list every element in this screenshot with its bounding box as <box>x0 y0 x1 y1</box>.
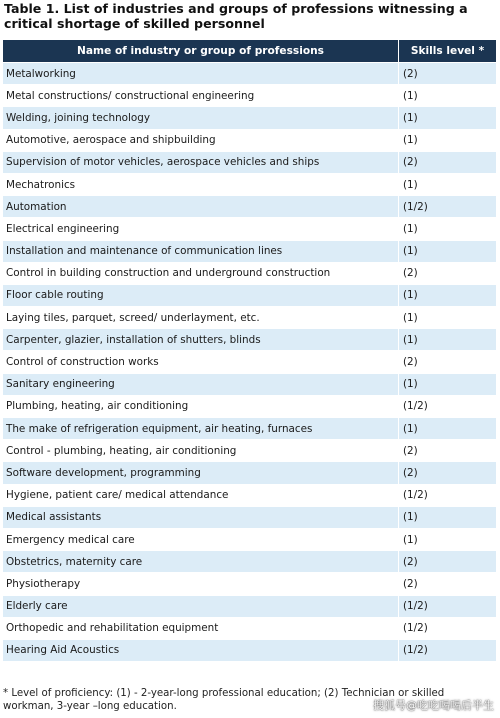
table-row <box>3 573 497 595</box>
table-row <box>3 551 497 573</box>
skills-level-cell: (1) <box>399 307 497 329</box>
industry-name-cell: Sanitary engineering <box>3 373 399 395</box>
watermark: 搜狐号@吃吃喝喝后半生 <box>373 699 494 712</box>
table-row <box>3 595 497 617</box>
table-row <box>3 617 497 639</box>
table-row <box>3 63 497 85</box>
table-caption: Table 1. List of industries and groups of professions witnessing a critical shortage of skilled personnel <box>4 1 468 31</box>
table-row <box>3 240 497 262</box>
table-row <box>3 85 497 107</box>
table-row <box>3 151 497 173</box>
table-row <box>3 440 497 462</box>
industry-name-cell: Control - plumbing, heating, air conditioning <box>3 440 399 462</box>
skills-level-cell: (2) <box>399 462 497 484</box>
table-row <box>3 506 497 528</box>
industry-name-cell: Software development, programming <box>3 462 399 484</box>
industry-name-cell: Automotive, aerospace and shipbuilding <box>3 129 399 151</box>
skills-level-cell: (2) <box>399 440 497 462</box>
table-row <box>3 329 497 351</box>
table-body <box>3 63 497 662</box>
industry-name-cell: Hearing Aid Acoustics <box>3 639 399 661</box>
table-row <box>3 129 497 151</box>
industry-name-cell: Installation and maintenance of communication lines <box>3 240 399 262</box>
industry-name-cell: Floor cable routing <box>3 284 399 306</box>
industry-name-cell: Elderly care <box>3 595 399 617</box>
industry-name-cell: Control of construction works <box>3 351 399 373</box>
industry-name-cell: The make of refrigeration equipment, air heating, furnaces <box>3 418 399 440</box>
table-row <box>3 351 497 373</box>
table-row <box>3 373 497 395</box>
footnote: * Level of proficiency: (1) - 2-year-long professional education; (2) Technician or skilled workman, 3-year –long education. <box>3 688 445 712</box>
industry-name-cell: Metalworking <box>3 63 399 85</box>
industry-name-cell: Plumbing, heating, air conditioning <box>3 395 399 417</box>
industry-name-cell: Electrical engineering <box>3 218 399 240</box>
skills-level-cell: (1/2) <box>399 484 497 506</box>
skills-level-cell: (2) <box>399 573 497 595</box>
skills-level-cell: (1) <box>399 284 497 306</box>
table-row <box>3 528 497 550</box>
skills-level-cell: (1) <box>399 173 497 195</box>
industry-name-cell: Welding, joining technology <box>3 107 399 129</box>
skills-level-cell: (1/2) <box>399 639 497 661</box>
industry-name-cell: Mechatronics <box>3 173 399 195</box>
skills-shortage-table <box>2 39 497 662</box>
industry-name-cell: Control in building construction and underground construction <box>3 262 399 284</box>
table-row <box>3 196 497 218</box>
industry-name-cell: Carpenter, glazier, installation of shutters, blinds <box>3 329 399 351</box>
table-row <box>3 284 497 306</box>
industry-name-cell: Metal constructions/ constructional engineering <box>3 85 399 107</box>
table-row <box>3 218 497 240</box>
skills-level-cell: (1) <box>399 218 497 240</box>
skills-level-cell: (1) <box>399 107 497 129</box>
industry-name-cell: Obstetrics, maternity care <box>3 551 399 573</box>
header-industry: Name of industry or group of professions <box>3 40 399 63</box>
skills-level-cell: (1) <box>399 528 497 550</box>
header-skills-level: Skills level * <box>399 40 497 63</box>
skills-level-cell: (1) <box>399 129 497 151</box>
skills-level-cell: (1/2) <box>399 617 497 639</box>
table-row <box>3 395 497 417</box>
skills-level-cell: (1) <box>399 373 497 395</box>
table-header-row <box>3 40 497 63</box>
table-row <box>3 418 497 440</box>
industry-name-cell: Medical assistants <box>3 506 399 528</box>
skills-level-cell: (2) <box>399 262 497 284</box>
skills-level-cell: (1/2) <box>399 395 497 417</box>
skills-level-cell: (1) <box>399 506 497 528</box>
table-row <box>3 307 497 329</box>
table-row <box>3 484 497 506</box>
industry-name-cell: Emergency medical care <box>3 528 399 550</box>
skills-level-cell: (1) <box>399 329 497 351</box>
industry-name-cell: Laying tiles, parquet, screed/ underlayment, etc. <box>3 307 399 329</box>
skills-level-cell: (2) <box>399 151 497 173</box>
table-row <box>3 262 497 284</box>
skills-level-cell: (1/2) <box>399 196 497 218</box>
table-row <box>3 107 497 129</box>
skills-level-cell: (2) <box>399 551 497 573</box>
industry-name-cell: Physiotherapy <box>3 573 399 595</box>
table-row <box>3 173 497 195</box>
industry-name-cell: Hygiene, patient care/ medical attendance <box>3 484 399 506</box>
industry-name-cell: Supervision of motor vehicles, aerospace vehicles and ships <box>3 151 399 173</box>
skills-level-cell: (1/2) <box>399 595 497 617</box>
skills-level-cell: (2) <box>399 63 497 85</box>
skills-level-cell: (1) <box>399 240 497 262</box>
skills-level-cell: (2) <box>399 351 497 373</box>
table-row <box>3 639 497 661</box>
table-row <box>3 462 497 484</box>
skills-level-cell: (1) <box>399 418 497 440</box>
industry-name-cell: Orthopedic and rehabilitation equipment <box>3 617 399 639</box>
industry-name-cell: Automation <box>3 196 399 218</box>
skills-level-cell: (1) <box>399 85 497 107</box>
